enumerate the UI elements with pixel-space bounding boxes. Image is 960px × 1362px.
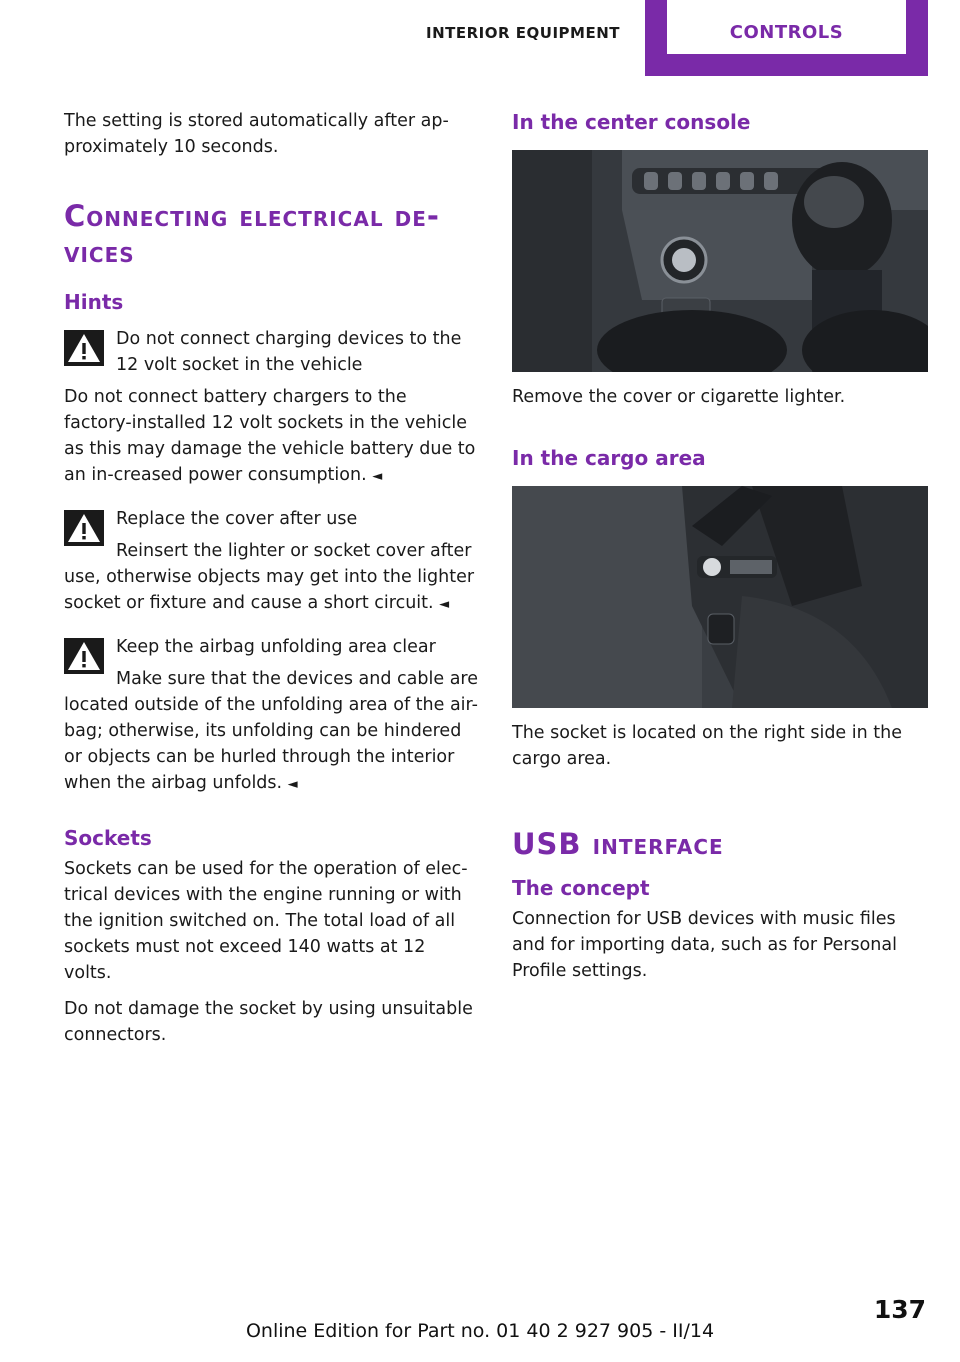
section-title-electrical-devices: Connecting electrical de-vices: [64, 199, 440, 269]
sockets-heading: Sockets: [64, 826, 152, 850]
section-title-usb-interface: USB interface: [512, 827, 724, 861]
end-mark: ◄: [372, 469, 383, 484]
center-console-caption: Remove the cover or cigarette lighter.: [512, 387, 846, 407]
warning-replace-cover: [64, 506, 478, 532]
center-console-heading: In the center console: [512, 110, 751, 134]
warning-airbag-area: [64, 634, 478, 660]
sockets-paragraph-2: Do not damage the socket by using unsuitable connectors.: [64, 999, 473, 1045]
warning-body: Make sure that the devices and cable are located outside of the unfolding area of the air-bag; otherwise, its unfolding can be hindered or objects can be hurled through the interior when the airbag unfolds.: [64, 669, 478, 793]
warning-triangle-icon: [64, 330, 104, 366]
center-console-photo: [512, 150, 928, 372]
hints-heading: Hints: [64, 290, 124, 314]
warning-triangle-icon: [64, 510, 104, 546]
running-header-section: INTERIOR EQUIPMENT: [426, 24, 620, 42]
footer-edition-text: Online Edition for Part no. 01 40 2 927 905 - II/14: [245, 1320, 715, 1342]
cargo-area-heading: In the cargo area: [512, 446, 706, 470]
warning-title: Replace the cover after use: [116, 509, 358, 529]
right-column: [512, 108, 928, 994]
chapter-tab: [645, 0, 928, 76]
cargo-area-caption: The socket is located on the right side in the cargo area.: [512, 723, 902, 769]
left-column: [64, 108, 478, 1058]
page-number: 137: [873, 1295, 926, 1324]
concept-heading: The concept: [512, 876, 650, 900]
end-mark: ◄: [287, 777, 298, 792]
warning-charging-devices: [64, 326, 478, 378]
warning-title: Do not connect charging devices to the 12 volt socket in the vehicle: [116, 329, 462, 375]
cargo-area-photo: [512, 486, 928, 708]
warning-triangle-icon: [64, 638, 104, 674]
warning-body: Do not connect battery chargers to the factory-installed 12 volt sockets in the vehicle as this may damage the vehicle battery due to an in-creased power consumption.: [64, 387, 476, 485]
warning-title: Keep the airbag unfolding area clear: [116, 637, 436, 657]
concept-paragraph: Connection for USB devices with music files and for importing data, such as for Personal Profile settings.: [512, 909, 897, 981]
intro-paragraph: The setting is stored automatically after ap-proximately 10 seconds.: [64, 111, 449, 157]
chapter-tab-label: CONTROLS: [729, 22, 844, 43]
end-mark: ◄: [439, 597, 450, 612]
sockets-paragraph-1: Sockets can be used for the operation of elec-trical devices with the engine running or with the ignition switched on. The total load of all sockets must not exceed 140 watts at 12 volts.: [64, 859, 468, 983]
warning-body: Reinsert the lighter or socket cover after use, otherwise objects may get into the lighter socket or fixture and cause a short circuit.: [64, 541, 475, 613]
